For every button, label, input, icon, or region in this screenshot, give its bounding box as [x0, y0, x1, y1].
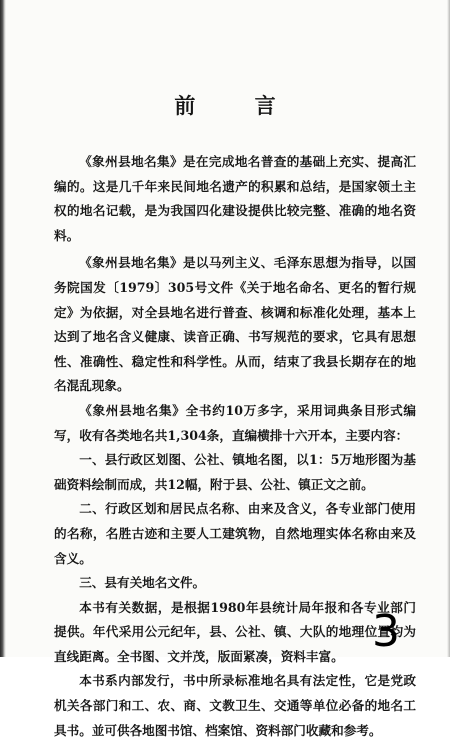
paragraph-guidance: 《象州县地名集》是以马列主义、毛泽东思想为指导，以国务院国发〔1979〕305号文件《关于地名命名、更名的暂行规定》为依据，对全县地名进行普查、核调和标准化处理，基本上达到了地名含义健康、读音正确、书写规范的要求，它具有思想性、准确性、稳定性和科学性。从而，结束了我县长期存在的地名混乱现象。 [54, 255, 416, 394]
paragraph-intro: 《象州县地名集》是在完成地名普查的基础上充实、提高汇编的。这是几千年来民间地名遗产的积累和总结，是国家领土主权的地名记载，是为我国四化建设提供比较完整、准确的地名资料。 [54, 154, 416, 243]
page-number-text: 3 [372, 606, 400, 657]
paragraph-contents: 《象州县地名集》全书约10万多字，采用词典条目形式编写，收有各类地名共1,304条，直编横排十六开本，主要内容： [54, 402, 416, 443]
paragraph-distribution: 本书系内部发行，书中所录标准地名具有法定性，它是党政机关各部门和工、农、商、文教卫生、交通等单位必备的地名工具书。並可供各地图书馆、档案馆、资料部门收藏和参考。 [54, 673, 416, 738]
preface-body [54, 150, 416, 743]
list-item-maps: 一、县行政区划图、公社、镇地名图，以1：5万地形图为基础资料绘制而成，共12幅，附于县、公社、镇正文之前。 [54, 452, 416, 492]
list-item-names: 二、行政区划和居民点名称、由来及含义，各专业部门使用的名称，名胜古迹和主要人工建筑物，自然地理实体名称由来及含义。 [54, 501, 416, 566]
paragraph-data-sources: 本书有关数据，是根据1980年县统计局年报和各专业部门提供。年代采用公元纪年，县、公社、镇、大队的地理位置均为直线距离。全书图、文并茂，版面紧凑，资料丰富。 [54, 599, 416, 664]
page-title: 前 言 [174, 93, 302, 118]
list-item-documents: 三、县有关地名文件。 [79, 575, 206, 591]
handwritten-page-number [368, 604, 408, 657]
